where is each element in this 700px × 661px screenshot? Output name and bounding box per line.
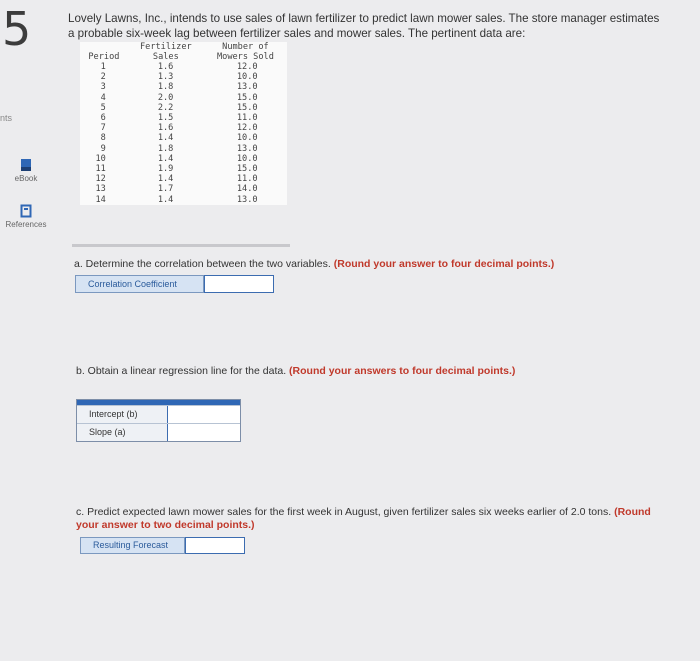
period-cell: 13: [95, 184, 106, 195]
ebook-icon: [20, 158, 32, 172]
mowers-sold-cell: 15.0: [236, 102, 258, 113]
fertilizer-sales-cell: 1.5: [157, 113, 174, 124]
fertilizer-header-bottom: Sales: [152, 52, 179, 62]
part-b-question: [76, 365, 515, 377]
forecast-input[interactable]: [185, 537, 245, 554]
mowers-sold-cell: 15.0: [236, 164, 258, 175]
table-row: [80, 123, 287, 133]
table-row: [80, 93, 287, 103]
mowers-sold-cell: 12.0: [236, 62, 258, 72]
fertilizer-sales-cell: 1.9: [157, 164, 174, 175]
fertilizer-header-top: Fertilizer: [139, 42, 192, 52]
fertilizer-sales-cell: 1.3: [157, 72, 174, 83]
mowers-sold-cell: 14.0: [236, 184, 258, 195]
period-cell: 11: [95, 164, 106, 175]
part-c-question: [76, 506, 676, 532]
table-row: [80, 184, 287, 194]
period-cell: 10: [95, 153, 106, 164]
correlation-row: [75, 275, 274, 293]
ebook-button[interactable]: [0, 158, 52, 183]
period-cell: 4: [100, 92, 106, 103]
period-cell: 7: [100, 123, 106, 134]
references-label: References: [5, 220, 47, 229]
part-a-text: a. Determine the correlation between the two variables.: [74, 258, 331, 270]
mowers-sold-cell: 11.0: [236, 113, 258, 124]
references-icon: [20, 204, 32, 218]
mowers-header-bottom: Mowers Sold: [216, 52, 274, 62]
correlation-label: Correlation Coefficient: [75, 275, 204, 293]
part-c-hint: (Round your answer to two decimal points.): [76, 506, 651, 531]
ebook-label: eBook: [14, 174, 38, 183]
table-row: [80, 62, 287, 72]
mowers-sold-cell: 10.0: [236, 153, 258, 164]
correlation-input[interactable]: [204, 275, 274, 293]
intercept-row: [77, 405, 240, 423]
period-cell: 1: [100, 62, 106, 72]
data-table: [80, 42, 287, 205]
period-header: Period: [88, 52, 120, 62]
table-row: [80, 164, 287, 174]
part-b-text: b. Obtain a linear regression line for the data.: [76, 365, 287, 377]
mowers-sold-cell: 12.0: [236, 123, 258, 134]
fertilizer-sales-cell: 1.8: [157, 143, 174, 154]
mowers-sold-cell: 13.0: [236, 143, 258, 154]
mowers-sold-cell: 13.0: [236, 82, 258, 93]
period-cell: 14: [95, 194, 106, 205]
references-button[interactable]: [0, 204, 52, 229]
fertilizer-sales-cell: 1.7: [157, 184, 174, 195]
period-cell: 3: [100, 82, 106, 93]
part-a-hint: (Round your answer to four decimal points.): [333, 258, 555, 270]
slope-row: [77, 423, 240, 441]
question-number: 5: [2, 2, 32, 56]
forecast-label: Resulting Forecast: [80, 537, 185, 554]
mowers-sold-cell: 10.0: [236, 72, 258, 83]
mowers-header-top: Number of: [222, 42, 269, 52]
slope-label: Slope (a): [89, 427, 126, 437]
mowers-sold-cell: 13.0: [236, 194, 258, 205]
table-row: [80, 113, 287, 123]
fertilizer-sales-cell: 1.6: [157, 62, 174, 72]
part-c-text: c. Predict expected lawn mower sales for the first week in August, given fertilizer sales six weeks earlier of 2.0 tons.: [76, 506, 612, 518]
fertilizer-sales-cell: 1.4: [157, 174, 174, 185]
fertilizer-sales-cell: 1.8: [157, 82, 174, 93]
table-row: [80, 195, 287, 205]
period-cell: 12: [95, 174, 106, 185]
part-b-hint: (Round your answers to four decimal points.): [289, 365, 516, 377]
part-a-question: [74, 258, 554, 270]
fertilizer-sales-cell: 1.4: [157, 153, 174, 164]
fertilizer-sales-cell: 2.0: [157, 92, 174, 103]
fertilizer-sales-cell: 1.4: [157, 133, 174, 144]
period-cell: 2: [100, 72, 106, 83]
mowers-sold-cell: 11.0: [236, 174, 258, 185]
regression-table: [76, 399, 241, 442]
intercept-input[interactable]: [167, 406, 240, 423]
slope-input[interactable]: [167, 424, 240, 441]
period-cell: 5: [100, 102, 106, 113]
table-row: [80, 82, 287, 92]
period-cell: 8: [100, 133, 106, 144]
fertilizer-sales-cell: 1.4: [157, 194, 174, 205]
question-prompt: Lovely Lawns, Inc., intends to use sales of lawn fertilizer to predict lawn mower sales. The store manager estimates a probable six-week lag between fertilizer sales and mower sales. The pertinent data are:: [68, 12, 660, 40]
intercept-label: Intercept (b): [89, 409, 138, 419]
fertilizer-sales-cell: 2.2: [157, 102, 174, 113]
points-label: nts: [0, 113, 13, 123]
forecast-row: [80, 537, 245, 554]
table-row: [80, 72, 287, 82]
period-cell: 9: [100, 143, 106, 154]
mowers-sold-cell: 10.0: [236, 133, 258, 144]
table-row: [80, 154, 287, 164]
table-row: [80, 174, 287, 184]
mowers-sold-cell: 15.0: [236, 92, 258, 103]
fertilizer-sales-cell: 1.6: [157, 123, 174, 134]
table-row: [80, 133, 287, 143]
table-row: [80, 144, 287, 154]
period-cell: 6: [100, 113, 106, 124]
table-row: [80, 103, 287, 113]
table-separator: [72, 244, 290, 247]
